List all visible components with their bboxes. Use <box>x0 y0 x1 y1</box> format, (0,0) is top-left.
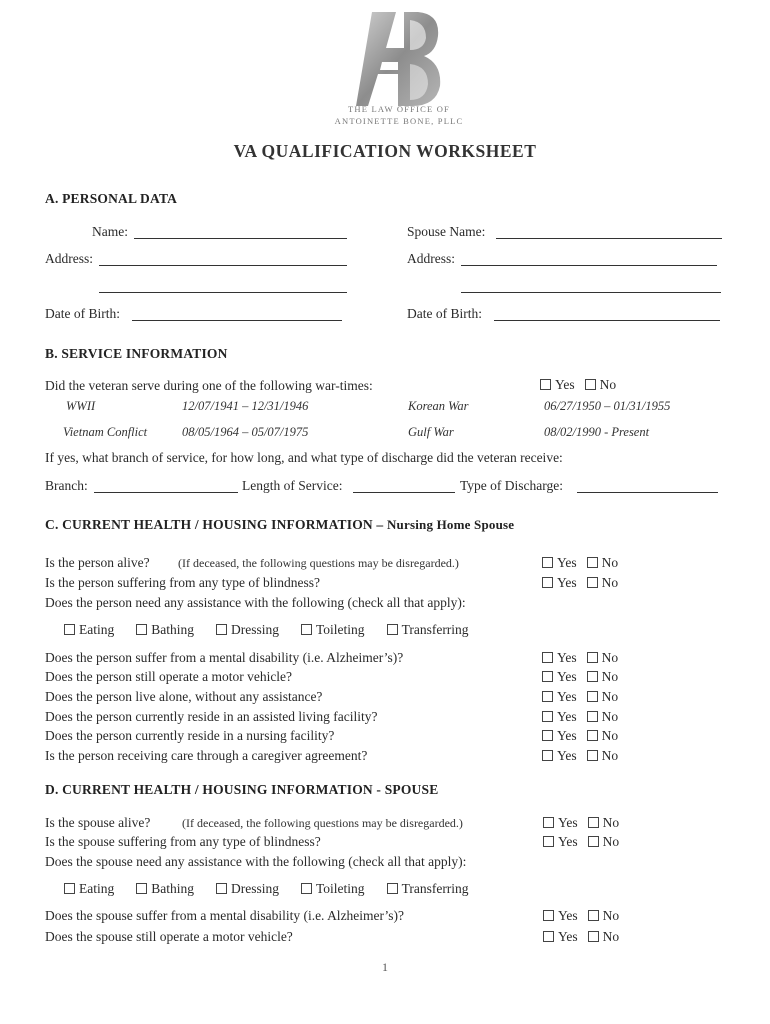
branch-field[interactable] <box>94 492 238 493</box>
spouse-mental-disability-question: Does the spouse suffer from a mental disability (i.e. Alzheimer’s)? <box>45 908 405 923</box>
yes-no-pair <box>542 709 628 725</box>
no-option[interactable] <box>587 709 619 725</box>
checkbox-icon <box>387 624 398 635</box>
person-alive-yes-no <box>542 555 628 571</box>
person-nursing-facility-question: Does the person currently reside in a nursing facility? <box>45 728 335 743</box>
person-assistance-question: Does the person need any assistance with the following (check all that apply): <box>45 595 466 610</box>
checkbox-icon <box>587 652 598 663</box>
yes-option[interactable] <box>542 555 577 571</box>
discharge-type-field[interactable] <box>577 492 718 493</box>
war-name: Vietnam Conflict <box>63 425 148 439</box>
war-time-yes-no <box>540 377 626 393</box>
no-label: No <box>601 669 619 684</box>
yes-label: Yes <box>557 575 577 590</box>
no-label: No <box>602 815 620 830</box>
checkbox-icon <box>588 817 599 828</box>
activity-transferring[interactable] <box>387 622 469 638</box>
yes-no-pair <box>543 929 629 945</box>
activity-dressing[interactable] <box>216 622 279 638</box>
activity-label: Bathing <box>151 622 194 637</box>
yes-no-pair <box>542 650 628 666</box>
address-field-line2[interactable] <box>99 292 347 293</box>
person-caregiver-question: Is the person receiving care through a caregiver agreement? <box>45 748 368 763</box>
no-option[interactable] <box>588 834 620 850</box>
yes-label: Yes <box>557 650 577 665</box>
no-option[interactable] <box>587 669 619 685</box>
section-b-heading: B. SERVICE INFORMATION <box>45 346 228 361</box>
no-option[interactable] <box>587 748 619 764</box>
war-time-yes[interactable] <box>540 377 575 393</box>
checkbox-icon <box>542 750 553 761</box>
address-field[interactable] <box>99 265 347 266</box>
checkbox-icon <box>136 883 147 894</box>
war-name: Gulf War <box>408 425 454 439</box>
yes-option[interactable] <box>542 689 577 705</box>
checkbox-icon <box>542 671 553 682</box>
address-label: Address: <box>45 251 93 266</box>
checkbox-icon <box>64 883 75 894</box>
spouse-address-label: Address: <box>407 251 455 266</box>
yes-no-pair <box>542 689 628 705</box>
spouse-alive-yes-no <box>543 815 629 831</box>
no-label: No <box>601 709 619 724</box>
yes-no-pair <box>542 728 628 744</box>
checkbox-icon <box>542 691 553 702</box>
section-c-heading-main: C. CURRENT HEALTH / HOUSING INFORMATION – <box>45 517 387 532</box>
activity-label: Toileting <box>316 622 365 637</box>
activity-label: Transferring <box>401 622 469 637</box>
spouse-assistance-question: Does the spouse need any assistance with the following (check all that apply): <box>45 854 467 869</box>
checkbox-icon <box>301 624 312 635</box>
dob-label: Date of Birth: <box>45 306 120 321</box>
yes-option[interactable] <box>542 728 577 744</box>
person-alive-question: Is the person alive? <box>45 555 150 570</box>
no-label: No <box>601 689 619 704</box>
checkbox-icon <box>588 836 599 847</box>
yes-label: Yes <box>558 815 578 830</box>
yes-label: Yes <box>557 709 577 724</box>
activity-toileting[interactable] <box>301 622 365 638</box>
activity-toileting[interactable] <box>301 881 365 897</box>
yes-option[interactable] <box>542 709 577 725</box>
war-time-no[interactable] <box>585 377 617 393</box>
yes-label: Yes <box>557 669 577 684</box>
spouse-address-field-line2[interactable] <box>461 292 721 293</box>
activity-eating[interactable] <box>64 622 114 638</box>
name-field[interactable] <box>134 238 347 239</box>
no-label: No <box>602 929 620 944</box>
activity-dressing[interactable] <box>216 881 279 897</box>
checkbox-icon <box>216 624 227 635</box>
no-option[interactable] <box>588 908 620 924</box>
yes-label: Yes <box>555 377 575 392</box>
no-label: No <box>601 728 619 743</box>
firm-logo <box>352 8 444 108</box>
no-label: No <box>599 377 617 392</box>
section-a-heading: A. PERSONAL DATA <box>45 191 178 206</box>
branch-label: Branch: <box>45 478 88 493</box>
activity-label: Bathing <box>151 881 194 896</box>
person-assisted-living-question: Does the person currently reside in an assisted living facility? <box>45 709 378 724</box>
yes-option[interactable] <box>542 650 577 666</box>
yes-no-pair <box>542 669 628 685</box>
activity-label: Transferring <box>401 881 469 896</box>
checkbox-icon <box>64 624 75 635</box>
checkbox-icon <box>136 624 147 635</box>
checkbox-icon <box>301 883 312 894</box>
yes-label: Yes <box>557 689 577 704</box>
activity-label: Toileting <box>316 881 365 896</box>
checkbox-icon <box>543 836 554 847</box>
checkbox-icon <box>542 730 553 741</box>
spouse-activities-row <box>64 881 491 897</box>
yes-option[interactable] <box>543 815 578 831</box>
activity-transferring[interactable] <box>387 881 469 897</box>
no-option[interactable] <box>587 575 619 591</box>
checkbox-icon <box>587 750 598 761</box>
person-alive-note: (If deceased, the following questions may be disregarded.) <box>178 556 459 570</box>
yes-option[interactable] <box>542 669 577 685</box>
checkbox-icon <box>543 817 554 828</box>
war-name: WWII <box>66 399 96 413</box>
discharge-type-label: Type of Discharge: <box>460 478 564 493</box>
no-option[interactable] <box>587 728 619 744</box>
spouse-name-field[interactable] <box>496 238 722 239</box>
war-dates: 08/05/1964 – 05/07/1975 <box>182 425 309 439</box>
no-label: No <box>601 748 619 763</box>
no-label: No <box>601 650 619 665</box>
activity-label: Eating <box>79 881 115 896</box>
yes-label: Yes <box>558 929 578 944</box>
spouse-name-label: Spouse Name: <box>407 224 486 239</box>
checkbox-icon <box>587 691 598 702</box>
checkbox-icon <box>387 883 398 894</box>
no-label: No <box>601 555 619 570</box>
checkbox-icon <box>542 557 553 568</box>
war-name: Korean War <box>408 399 469 413</box>
yes-label: Yes <box>557 748 577 763</box>
spouse-blindness-question: Is the spouse suffering from any type of blindness? <box>45 834 321 849</box>
checkbox-icon <box>542 652 553 663</box>
yes-option[interactable] <box>543 929 578 945</box>
checkbox-icon <box>543 910 554 921</box>
no-option[interactable] <box>587 555 619 571</box>
dob-field[interactable] <box>132 320 342 321</box>
war-dates: 12/07/1941 – 12/31/1946 <box>182 399 309 413</box>
no-option[interactable] <box>588 929 620 945</box>
checkbox-icon <box>216 883 227 894</box>
person-blindness-question: Is the person suffering from any type of blindness? <box>45 575 320 590</box>
checkbox-icon <box>587 557 598 568</box>
yes-label: Yes <box>558 908 578 923</box>
no-label: No <box>602 834 620 849</box>
yes-option[interactable] <box>543 908 578 924</box>
yes-no-pair <box>542 748 628 764</box>
checkbox-icon <box>542 711 553 722</box>
spouse-address-field[interactable] <box>461 265 717 266</box>
yes-label: Yes <box>557 728 577 743</box>
yes-no-pair <box>543 908 629 924</box>
spouse-alive-note: (If deceased, the following questions may be disregarded.) <box>182 816 463 830</box>
activity-label: Eating <box>79 622 115 637</box>
spouse-dob-label: Date of Birth: <box>407 306 482 321</box>
checkbox-icon <box>588 931 599 942</box>
spouse-blindness-yes-no <box>543 834 629 850</box>
activity-eating[interactable] <box>64 881 114 897</box>
activity-bathing[interactable] <box>136 881 194 897</box>
spouse-motor-vehicle-question: Does the spouse still operate a motor vehicle? <box>45 929 293 944</box>
no-label: No <box>602 908 620 923</box>
page-number: 1 <box>382 960 388 974</box>
yes-option[interactable] <box>543 834 578 850</box>
section-c-heading-sub: Nursing Home Spouse <box>386 517 515 532</box>
person-motor-vehicle-question: Does the person still operate a motor vehicle? <box>45 669 293 684</box>
spouse-dob-field[interactable] <box>494 320 720 321</box>
checkbox-icon <box>585 379 596 390</box>
activity-bathing[interactable] <box>136 622 194 638</box>
person-mental-disability-question: Does the person suffer from a mental disability (i.e. Alzheimer’s)? <box>45 650 404 665</box>
person-blindness-yes-no <box>542 575 628 591</box>
spouse-alive-question: Is the spouse alive? <box>45 815 151 830</box>
yes-label: Yes <box>558 834 578 849</box>
war-dates: 06/27/1950 – 01/31/1955 <box>544 399 671 413</box>
checkbox-icon <box>587 711 598 722</box>
checkbox-icon <box>587 671 598 682</box>
firm-logo-graphic <box>352 8 444 108</box>
checkbox-icon <box>543 931 554 942</box>
no-option[interactable] <box>587 689 619 705</box>
firm-name-line1: THE LAW OFFICE OF <box>348 104 450 114</box>
checkbox-icon <box>587 577 598 588</box>
activity-label: Dressing <box>231 622 279 637</box>
length-of-service-field[interactable] <box>353 492 455 493</box>
war-dates: 08/02/1990 - Present <box>544 425 650 439</box>
no-option[interactable] <box>588 815 620 831</box>
activity-label: Dressing <box>231 881 279 896</box>
no-option[interactable] <box>587 650 619 666</box>
yes-option[interactable] <box>542 575 577 591</box>
checkbox-icon <box>588 910 599 921</box>
section-c-heading <box>45 517 514 533</box>
section-d-heading: D. CURRENT HEALTH / HOUSING INFORMATION - SPOUSE <box>45 782 439 797</box>
length-of-service-label: Length of Service: <box>242 478 343 493</box>
person-live-alone-question: Does the person live alone, without any assistance? <box>45 689 323 704</box>
name-label: Name: <box>92 224 128 239</box>
checkbox-icon <box>587 730 598 741</box>
firm-name-line2: ANTOINETTE BONE, PLLC <box>334 116 464 126</box>
service-followup-question: If yes, what branch of service, for how long, and what type of discharge did the veteran receive: <box>45 450 563 465</box>
checkbox-icon <box>540 379 551 390</box>
yes-label: Yes <box>557 555 577 570</box>
page-title: VA QUALIFICATION WORKSHEET <box>233 141 537 161</box>
yes-option[interactable] <box>542 748 577 764</box>
war-time-question: Did the veteran serve during one of the following war-times: <box>45 378 373 393</box>
no-label: No <box>601 575 619 590</box>
checkbox-icon <box>542 577 553 588</box>
person-activities-row <box>64 622 491 638</box>
